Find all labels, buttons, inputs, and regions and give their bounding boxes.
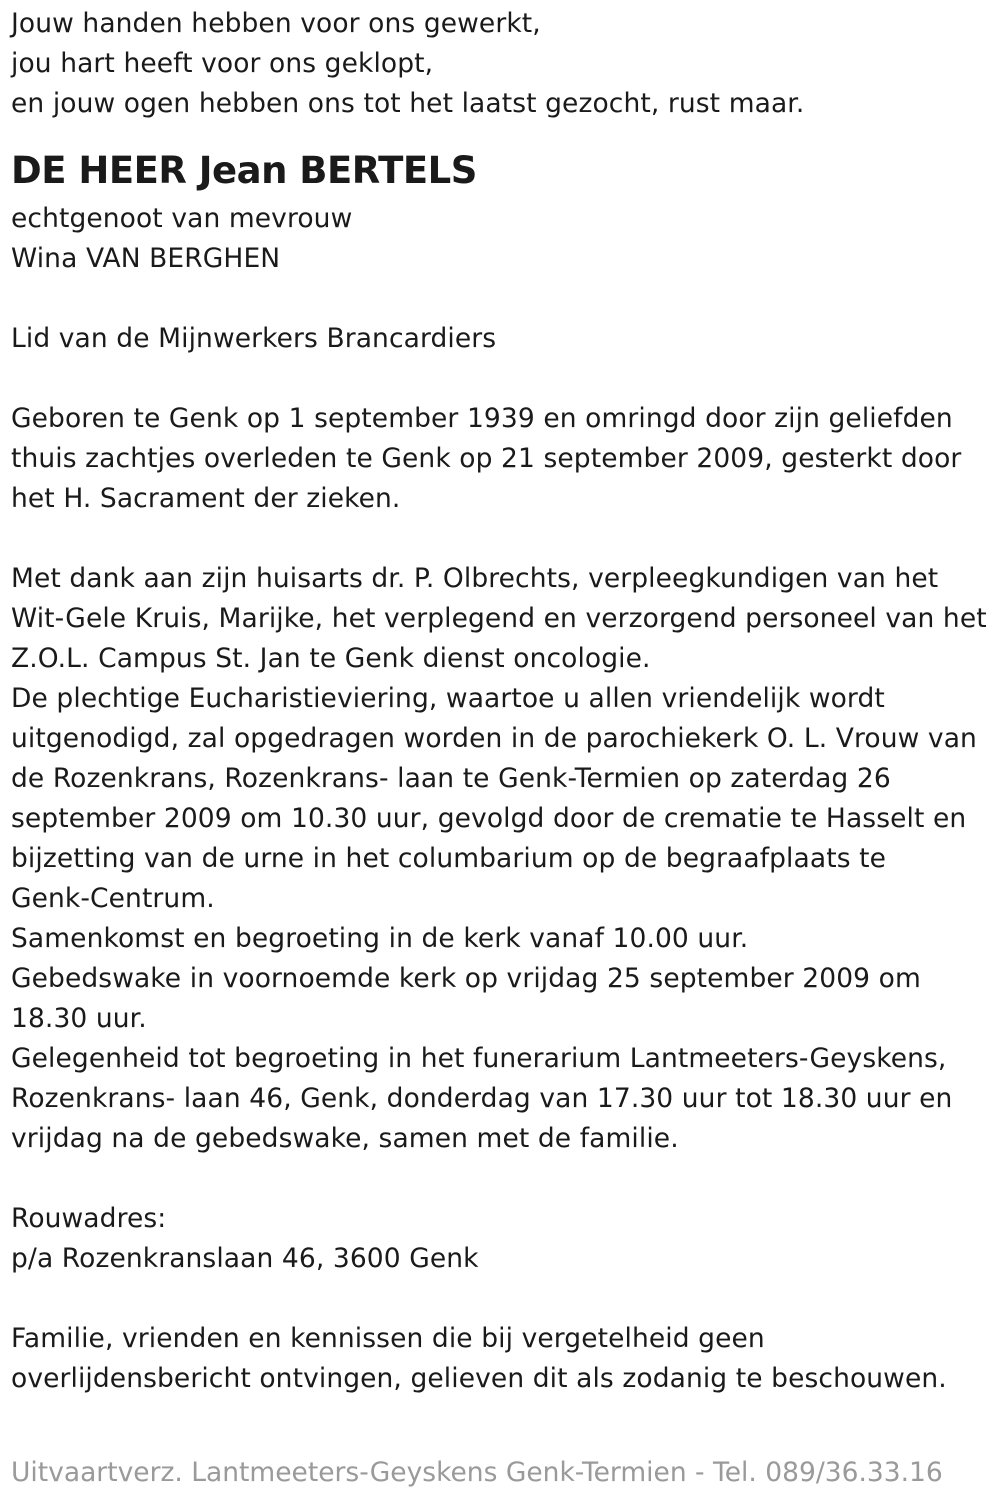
notice-block: [11, 1319, 991, 1399]
paragraph-line: Gebedswake in voornoemde kerk op vrijdag 25 september 2009 om: [11, 963, 921, 994]
spacer: [11, 279, 991, 319]
spouse-block: [11, 199, 991, 279]
poem-line: en jouw ogen hebben ons tot het laatst gezocht, rust maar.: [11, 88, 805, 119]
address-block: [11, 1199, 991, 1279]
paragraph-line: De plechtige Eucharistieviering, waartoe u allen vriendelijk wordt: [11, 683, 885, 714]
paragraph-line: uitgenodigd, zal opgedragen worden in de parochiekerk O. L. Vrouw van: [11, 723, 977, 754]
paragraph-line: Familie, vrienden en kennissen die bij vergetelheid geen: [11, 1323, 765, 1354]
paragraph-line: Rozenkrans- laan 46, Genk, donderdag van 17.30 uur tot 18.30 uur en: [11, 1083, 953, 1114]
paragraph-line: Geboren te Genk op 1 september 1939 en omringd door zijn geliefden: [11, 403, 953, 434]
spouse-name: Wina VAN BERGHEN: [11, 243, 281, 274]
paragraph-line: Z.O.L. Campus St. Jan te Genk dienst oncologie.: [11, 643, 651, 674]
address-label: Rouwadres:: [11, 1203, 167, 1234]
paragraph-line: Met dank aan zijn huisarts dr. P. Olbrechts, verpleegkundigen van het: [11, 563, 939, 594]
paragraph-line: de Rozenkrans, Rozenkrans- laan te Genk-Termien op zaterdag 26: [11, 763, 891, 794]
poem-line: Jouw handen hebben voor ons gewerkt,: [11, 8, 541, 39]
spacer: [11, 1279, 991, 1319]
paragraph-line: Samenkomst en begroeting in de kerk vanaf 10.00 uur.: [11, 923, 749, 954]
birth-death-block: [11, 399, 991, 519]
deceased-name: DE HEER Jean BERTELS: [11, 149, 477, 192]
poem: [11, 4, 991, 124]
paragraph-line: vrijdag na de gebedswake, samen met de familie.: [11, 1123, 679, 1154]
spouse-line: echtgenoot van mevrouw: [11, 203, 353, 234]
paragraph-line: overlijdensbericht ontvingen, gelieven dit als zodanig te beschouwen.: [11, 1363, 947, 1394]
paragraph-line: het H. Sacrament der zieken.: [11, 483, 401, 514]
spacer: [11, 1159, 991, 1199]
paragraph-line: thuis zachtjes overleden te Genk op 21 september 2009, gesterkt door: [11, 443, 962, 474]
address-line: p/a Rozenkranslaan 46, 3600 Genk: [11, 1243, 479, 1274]
paragraph-line: 18.30 uur.: [11, 1003, 147, 1034]
spacer: [11, 359, 991, 399]
paragraph-line: Wit-Gele Kruis, Marijke, het verplegend en verzorgend personeel van het: [11, 603, 987, 634]
spacer: [11, 519, 991, 559]
poem-line: jou hart heeft voor ons geklopt,: [11, 48, 434, 79]
obituary-document: [11, 4, 991, 1399]
membership: Lid van de Mijnwerkers Brancardiers: [11, 323, 497, 354]
paragraph-line: Genk-Centrum.: [11, 883, 215, 914]
paragraph-line: bijzetting van de urne in het columbarium op de begraafplaats te: [11, 843, 887, 874]
paragraph-line: september 2009 om 10.30 uur, gevolgd door de crematie te Hasselt en: [11, 803, 967, 834]
paragraph-line: Gelegenheid tot begroeting in het funerarium Lantmeeters-Geyskens,: [11, 1043, 947, 1074]
funeral-home-footer: Uitvaartverz. Lantmeeters-Geyskens Genk-Termien - Tel. 089/36.33.16: [11, 1457, 943, 1488]
details-block: [11, 559, 991, 1159]
